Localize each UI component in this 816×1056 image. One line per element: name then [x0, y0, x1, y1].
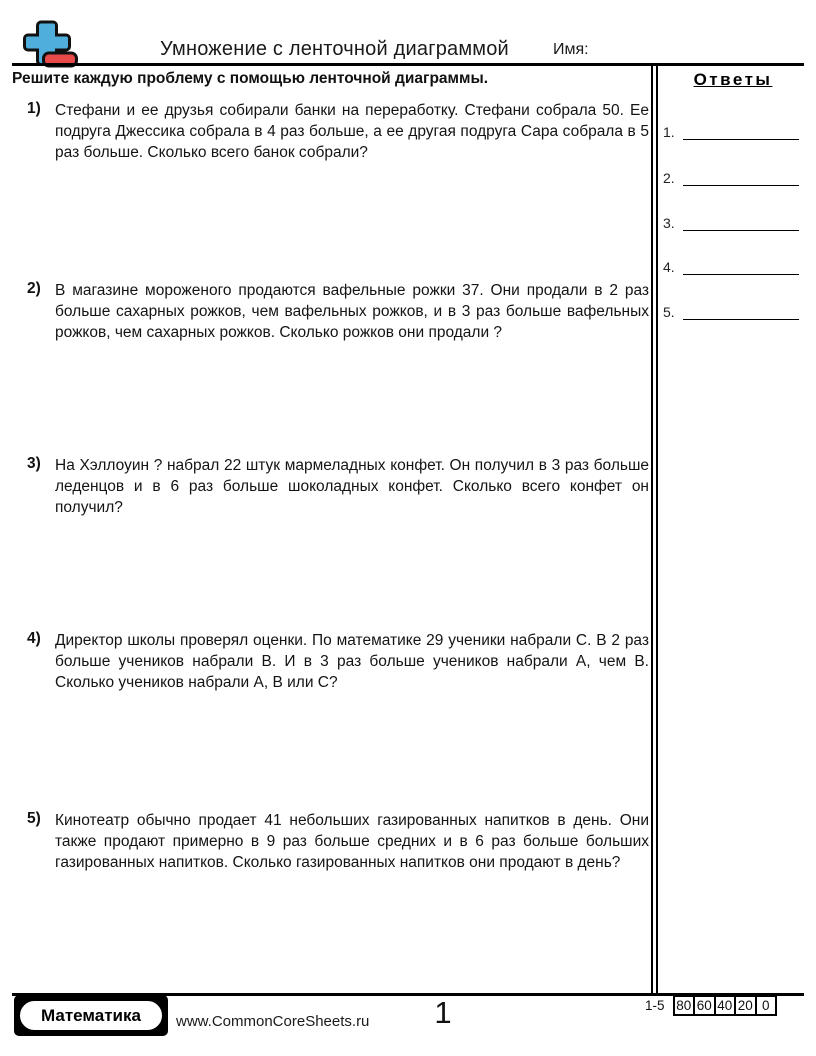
answer-row-3 [663, 214, 799, 231]
answer-blank-2[interactable] [683, 169, 799, 186]
problem-text: Директор школы проверял оценки. По математике 29 ученики набрали C. В 2 раз больше учеников набрали B. И в 3 раз больше учеников набрали A, чем B. Сколько учеников набрали A, B или C? [55, 632, 649, 691]
website-text: www.CommonCoreSheets.ru [176, 1013, 370, 1030]
problem-text: Стефани и ее друзья собирали банки на переработку. Стефани собрала 50. Ее подруга Джессика собрала в 4 раз больше, а ее другая подруга Сара собрала в 5 раз больше. Сколько всего банок собрали? [55, 102, 649, 161]
problem-number: 1) [27, 100, 41, 117]
problem-text: В магазине мороженого продаются вафельные рожки 37. Они продали в 2 раз больше сахарных рожков, чем вафельных рожков, и в 3 раз больше вафельных рожков, чем сахарных рожков. Сколько рожков они продали ? [55, 282, 649, 341]
answer-blank-5[interactable] [683, 303, 799, 320]
problem-5 [27, 810, 649, 873]
problem-number: 5) [27, 810, 41, 827]
score-range-label: 1-5 [645, 998, 665, 1013]
instruction-text: Решите каждую проблему с помощью ленточной диаграммы. [12, 70, 489, 87]
score-cell: 40 [714, 995, 737, 1016]
answer-number: 3. [663, 215, 675, 231]
answer-number: 1. [663, 124, 675, 140]
problem-number: 2) [27, 280, 41, 297]
answer-blank-1[interactable] [683, 123, 799, 140]
answers-separator [651, 66, 658, 994]
answers-title: Ответы [693, 70, 773, 89]
page-number: 1 [434, 995, 452, 1030]
score-cell: 60 [693, 995, 716, 1016]
score-cells [673, 995, 778, 1016]
problem-4 [27, 630, 649, 693]
header-divider [12, 63, 804, 66]
answer-row-1 [663, 123, 799, 140]
problem-3 [27, 455, 649, 518]
answer-number: 2. [663, 170, 675, 186]
answer-number: 5. [663, 304, 675, 320]
answers-column [660, 70, 806, 320]
problem-number: 4) [27, 630, 41, 647]
score-cell: 80 [673, 995, 696, 1016]
brand-logo [14, 995, 168, 1036]
answer-row-5 [663, 303, 799, 320]
score-table [645, 995, 777, 1016]
problem-2 [27, 280, 649, 343]
name-label: Имя: [553, 41, 589, 58]
answer-row-4 [663, 258, 799, 275]
score-cell: 0 [755, 995, 778, 1016]
answer-number: 4. [663, 259, 675, 275]
score-cell: 20 [734, 995, 757, 1016]
brand-label: Математика [18, 999, 164, 1032]
answer-blank-3[interactable] [683, 214, 799, 231]
problem-number: 3) [27, 455, 41, 472]
problem-text: Кинотеатр обычно продает 41 небольших газированных напитков в день. Они также продают примерно в 9 раз больше средних и в 6 раз больше больших газированных напитков. Сколько газированных напитков они продают в день? [55, 812, 649, 871]
answer-row-2 [663, 169, 799, 186]
problem-text: На Хэллоуин ? набрал 22 штук мармеладных конфет. Он получил в 3 раз больше леденцов и в 6 раз больше шоколадных конфет. Сколько всего конфет он получил? [55, 457, 649, 516]
answer-blank-4[interactable] [683, 258, 799, 275]
page-title: Умножение с ленточной диаграммой [160, 38, 509, 60]
problem-1 [27, 100, 649, 163]
